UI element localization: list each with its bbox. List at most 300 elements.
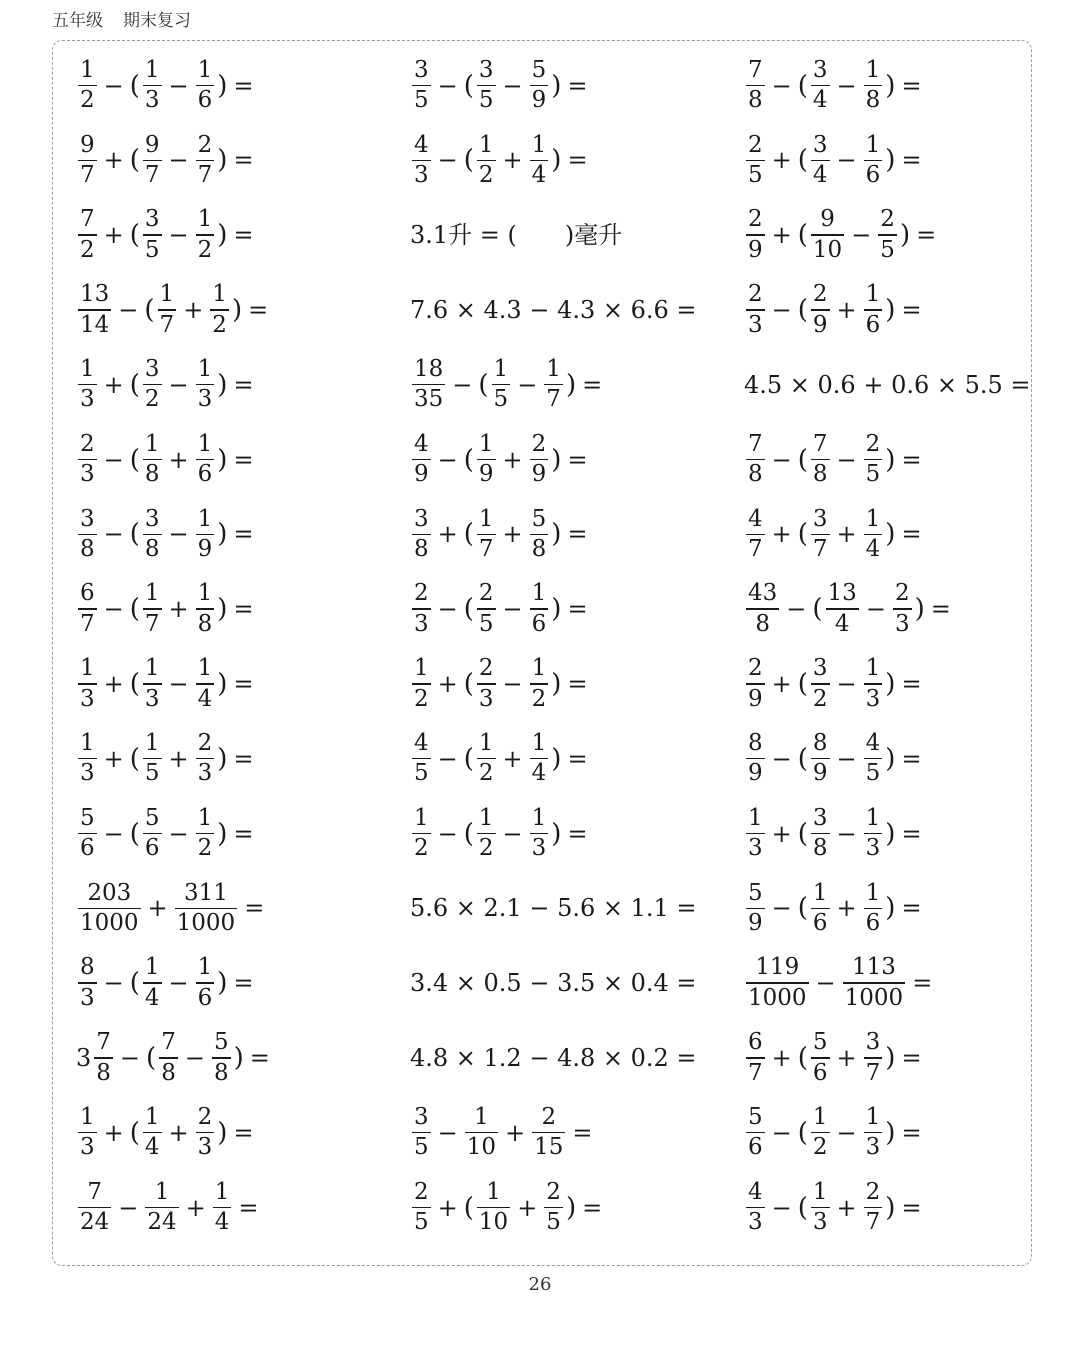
fraction <box>196 804 215 862</box>
numerator: 7 <box>96 1029 111 1056</box>
fraction-bar <box>811 833 830 835</box>
denominator: 4 <box>144 1134 160 1161</box>
fraction-bar <box>864 85 883 87</box>
parenthesis: ) <box>551 444 562 475</box>
numerator: 3 <box>144 355 160 382</box>
operator: = <box>233 669 254 698</box>
denominator: 2 <box>197 835 213 862</box>
fraction <box>78 56 97 114</box>
fraction <box>78 657 97 711</box>
denominator: 7 <box>197 162 213 189</box>
numerator: 18 <box>414 355 444 382</box>
parenthesis: ) <box>885 519 896 550</box>
fraction <box>196 729 215 787</box>
operator: − <box>437 146 458 175</box>
fraction <box>864 505 883 563</box>
parenthesis: ) <box>565 369 577 400</box>
fraction <box>746 729 765 787</box>
fraction <box>196 430 215 488</box>
problem-8-2 <box>410 572 593 647</box>
fraction-bar <box>746 1132 765 1134</box>
denominator: 5 <box>144 760 160 787</box>
numerator: 1 <box>197 804 213 831</box>
denominator: 4 <box>214 1209 230 1236</box>
operator: + <box>147 894 168 923</box>
fraction <box>412 804 431 862</box>
operator: − <box>168 819 189 848</box>
fraction <box>811 1103 830 1161</box>
numerator: 6 <box>80 580 95 607</box>
denominator: 7 <box>748 1059 763 1086</box>
fraction <box>143 56 162 114</box>
numerator: 1 <box>144 655 160 682</box>
operator: = <box>567 595 588 624</box>
fraction <box>530 56 549 114</box>
fraction <box>143 1103 162 1161</box>
operator: + <box>103 221 124 250</box>
parenthesis: ( <box>812 594 823 625</box>
numerator: 7 <box>87 1178 102 1205</box>
numerator: 8 <box>812 729 828 756</box>
denominator: 5 <box>748 162 763 189</box>
fraction <box>532 1103 565 1161</box>
problem-10-2 <box>410 721 593 796</box>
numerator: 3 <box>812 56 828 83</box>
operator: − <box>771 1193 792 1222</box>
operator: + <box>103 669 124 698</box>
fraction <box>196 56 215 114</box>
denominator: 2 <box>531 685 547 712</box>
fraction-bar <box>477 608 496 610</box>
denominator: 8 <box>748 87 763 114</box>
fraction-bar <box>145 1207 178 1209</box>
fraction <box>864 729 883 787</box>
denominator: 3 <box>414 610 429 637</box>
numerator: 7 <box>812 430 828 457</box>
problem-4-1 <box>76 272 273 347</box>
denominator: 3 <box>80 386 95 413</box>
fraction-bar <box>811 459 830 461</box>
operator: = <box>244 894 265 923</box>
numerator: 3 <box>812 804 828 831</box>
fraction-bar <box>196 160 215 162</box>
denominator: 9 <box>748 910 763 937</box>
fraction <box>78 1103 97 1161</box>
operator: − <box>836 445 857 474</box>
fraction-bar <box>196 234 215 236</box>
numerator: 4 <box>748 1178 763 1205</box>
fraction <box>477 657 496 711</box>
operator: = <box>233 1118 254 1147</box>
fraction-bar <box>477 85 496 87</box>
parenthesis: ( <box>463 668 474 699</box>
numerator: 311 <box>183 879 228 906</box>
numerator: 2 <box>865 430 881 457</box>
operator: + <box>517 1193 538 1222</box>
fraction <box>412 1178 431 1236</box>
numerator: 4 <box>414 131 429 158</box>
fraction <box>477 1178 510 1236</box>
denominator: 9 <box>748 236 763 263</box>
denominator: 8 <box>414 536 429 563</box>
denominator: 3 <box>748 835 763 862</box>
fraction <box>412 430 431 488</box>
operator: = <box>901 520 922 549</box>
operator: − <box>437 595 458 624</box>
numerator: 2 <box>197 729 213 756</box>
fraction-bar <box>477 534 496 536</box>
parenthesis: ) <box>551 70 562 101</box>
numerator: 6 <box>748 1029 763 1056</box>
problem-6-1 <box>76 422 259 497</box>
parenthesis: ( <box>463 145 474 176</box>
fraction <box>143 430 162 488</box>
fraction <box>196 131 215 189</box>
fraction-bar <box>412 160 431 162</box>
fraction <box>78 729 97 787</box>
fraction <box>143 804 162 862</box>
denominator: 7 <box>144 610 160 637</box>
parenthesis: ) <box>551 818 562 849</box>
fraction <box>78 879 141 937</box>
operator: − <box>168 221 189 250</box>
fraction-bar <box>864 833 883 835</box>
numerator: 2 <box>414 580 429 607</box>
operator: − <box>815 969 836 998</box>
denominator: 3 <box>748 1209 763 1236</box>
fraction-bar <box>412 833 431 835</box>
denominator: 1000 <box>748 984 807 1011</box>
denominator: 5 <box>865 461 881 488</box>
operator: + <box>502 520 523 549</box>
denominator: 4 <box>812 162 828 189</box>
numerator: 2 <box>197 131 213 158</box>
denominator: 2 <box>478 760 494 787</box>
problem-11-3 <box>744 796 927 871</box>
parenthesis: ( <box>463 743 474 774</box>
denominator: 8 <box>161 1059 176 1086</box>
numerator: 3 <box>144 505 160 532</box>
denominator: 7 <box>865 1209 881 1236</box>
denominator: 9 <box>414 461 429 488</box>
numerator: 2 <box>414 1178 429 1205</box>
numerator: 1 <box>812 1103 828 1130</box>
numerator: 1 <box>80 655 95 682</box>
fraction <box>864 283 883 337</box>
fraction-bar <box>477 160 496 162</box>
problem-7-1 <box>76 497 259 572</box>
numerator: 2 <box>531 430 547 457</box>
fraction-bar <box>412 459 431 461</box>
parenthesis: ( <box>478 369 489 400</box>
denominator: 8 <box>812 835 828 862</box>
numerator: 1 <box>478 505 494 532</box>
denominator: 14 <box>80 311 110 338</box>
fraction <box>412 505 431 563</box>
fraction <box>864 879 883 937</box>
fraction-bar <box>530 833 549 835</box>
operator: − <box>502 669 523 698</box>
numerator: 1 <box>546 355 561 382</box>
operator: + <box>168 445 189 474</box>
numerator: 3 <box>414 56 429 83</box>
denominator: 3 <box>478 685 494 712</box>
fraction-bar <box>143 85 162 87</box>
parenthesis: ) <box>565 1192 577 1223</box>
problem-11-2 <box>410 796 593 871</box>
parenthesis: ) <box>885 818 896 849</box>
fraction-bar <box>78 1132 97 1134</box>
parenthesis: ( <box>463 444 474 475</box>
parenthesis: ) <box>217 220 228 251</box>
numerator: 1 <box>493 355 509 382</box>
fraction-bar <box>143 459 162 461</box>
parenthesis: ) <box>885 294 896 325</box>
fraction-bar <box>746 1207 765 1209</box>
operator: + <box>836 1043 857 1072</box>
denominator: 2 <box>478 162 494 189</box>
problem-2-2 <box>410 123 593 198</box>
denominator: 24 <box>147 1209 177 1236</box>
denominator: 3 <box>531 835 547 862</box>
numerator: 5 <box>748 879 763 906</box>
fraction <box>746 131 765 189</box>
parenthesis: ( <box>463 818 474 849</box>
parenthesis: ) <box>551 519 562 550</box>
fraction <box>811 430 830 488</box>
problem-7-2 <box>410 497 593 572</box>
fraction <box>826 582 859 636</box>
fraction <box>196 956 215 1010</box>
denominator: 9 <box>531 87 547 114</box>
operator: + <box>771 146 792 175</box>
fraction-bar <box>412 85 431 87</box>
denominator: 2 <box>812 685 828 712</box>
denominator: 5 <box>478 87 494 114</box>
denominator: 3 <box>865 685 881 712</box>
parenthesis: ) <box>217 369 228 400</box>
fraction-bar <box>412 384 445 386</box>
parenthesis: ( <box>797 1042 808 1073</box>
fraction-bar <box>746 608 779 610</box>
numerator: 1 <box>531 580 547 607</box>
numerator: 3 <box>812 505 828 532</box>
fraction <box>530 582 549 636</box>
problem-15-1 <box>76 1095 259 1170</box>
problem-12-1 <box>76 871 269 946</box>
numerator: 1 <box>214 1178 230 1205</box>
operator: − <box>771 1118 792 1147</box>
fraction-bar <box>826 608 859 610</box>
fraction <box>412 355 445 413</box>
fraction <box>78 208 97 262</box>
fraction <box>811 729 830 787</box>
parenthesis: ( <box>129 594 140 625</box>
denominator: 9 <box>197 536 213 563</box>
numerator: 43 <box>748 580 778 607</box>
denominator: 7 <box>478 536 494 563</box>
operator: − <box>452 370 473 399</box>
problem-6-3 <box>744 422 927 497</box>
fraction <box>811 131 830 189</box>
fraction <box>78 131 97 189</box>
fraction <box>864 804 883 862</box>
problem-3-1 <box>76 198 259 273</box>
parenthesis: ) <box>217 594 228 625</box>
denominator: 8 <box>80 536 95 563</box>
fraction-bar <box>175 908 238 910</box>
fraction <box>412 729 431 787</box>
numerator: 2 <box>197 1103 213 1130</box>
problem-16-3 <box>744 1170 927 1245</box>
fraction-bar <box>864 160 883 162</box>
operator: + <box>771 221 792 250</box>
fraction <box>145 1178 178 1236</box>
numerator: 4 <box>414 430 429 457</box>
parenthesis: ) <box>885 1042 896 1073</box>
operator: = <box>233 744 254 773</box>
operator: = <box>567 445 588 474</box>
numerator: 3 <box>414 505 429 532</box>
fraction <box>746 208 765 262</box>
fraction <box>811 283 830 337</box>
operator: − <box>103 969 124 998</box>
parenthesis: ) <box>217 968 228 999</box>
fraction-bar <box>158 309 177 311</box>
denominator: 3 <box>80 984 95 1011</box>
denominator: 15 <box>534 1134 564 1161</box>
fraction <box>530 430 549 488</box>
fraction-bar <box>864 1207 883 1209</box>
fraction-bar <box>477 459 496 461</box>
numerator: 9 <box>144 131 160 158</box>
fraction-bar <box>746 908 765 910</box>
parenthesis: ) <box>217 743 228 774</box>
fraction-bar <box>94 1057 113 1059</box>
fraction-bar <box>143 683 162 685</box>
parenthesis: ( <box>129 70 140 101</box>
numerator: 1 <box>812 1178 828 1205</box>
fraction-bar <box>746 683 765 685</box>
numerator: 4 <box>748 505 763 532</box>
fraction <box>864 1031 883 1085</box>
problem-14-1 <box>76 1020 275 1095</box>
problem-4-3 <box>744 272 927 347</box>
parenthesis: ( <box>129 743 140 774</box>
numerator: 3 <box>812 655 828 682</box>
fraction-bar <box>530 683 549 685</box>
fraction-bar <box>811 1057 830 1059</box>
numerator: 1 <box>144 729 160 756</box>
denominator: 4 <box>812 87 828 114</box>
operator: + <box>437 520 458 549</box>
fraction-bar <box>143 160 162 162</box>
operator: = <box>930 595 951 624</box>
denominator: 4 <box>531 760 547 787</box>
fraction-bar <box>811 234 844 236</box>
operator: − <box>119 1043 141 1072</box>
numerator: 2 <box>478 580 494 607</box>
operator: = <box>901 445 922 474</box>
fraction <box>143 505 162 563</box>
operator: + <box>103 370 124 399</box>
numerator: 2 <box>478 655 494 682</box>
fraction-bar <box>143 833 162 835</box>
fraction <box>864 131 883 189</box>
denominator: 4 <box>834 610 850 637</box>
parenthesis: ( <box>129 818 140 849</box>
operator: − <box>502 819 523 848</box>
operator: + <box>185 1193 206 1222</box>
fraction <box>143 355 162 413</box>
operator: − <box>836 819 857 848</box>
parenthesis: ( <box>129 668 140 699</box>
parenthesis: ) <box>885 444 896 475</box>
denominator: 7 <box>80 162 95 189</box>
operator: − <box>437 71 458 100</box>
operator: − <box>502 595 523 624</box>
denominator: 2 <box>414 685 429 712</box>
fraction <box>210 283 229 337</box>
denominator: 3 <box>197 1134 213 1161</box>
fraction <box>811 657 830 711</box>
operator: = <box>567 71 588 100</box>
fraction-bar <box>530 608 549 610</box>
denominator: 2 <box>80 236 95 263</box>
denominator: 6 <box>865 311 881 338</box>
fraction-bar <box>213 1207 232 1209</box>
numerator: 7 <box>748 430 763 457</box>
operator: − <box>118 1193 139 1222</box>
numerator: 1 <box>212 281 227 308</box>
numerator: 2 <box>880 206 895 233</box>
expression-text: 3.1升 = ( )毫升 <box>410 221 623 250</box>
numerator: 119 <box>755 954 800 981</box>
parenthesis: ) <box>217 70 228 101</box>
problem-9-1 <box>76 646 259 721</box>
denominator: 4 <box>197 685 213 712</box>
numerator: 2 <box>748 281 763 308</box>
operator: − <box>437 744 458 773</box>
problem-5-1 <box>76 347 259 422</box>
fraction-bar <box>412 534 431 536</box>
operator: − <box>836 744 857 773</box>
numerator: 1 <box>197 56 213 83</box>
numerator: 1 <box>80 355 95 382</box>
denominator: 8 <box>213 1059 229 1086</box>
fraction-bar <box>811 309 830 311</box>
fraction <box>94 1031 113 1085</box>
parenthesis: ( <box>797 1117 808 1148</box>
problem-13-1 <box>76 946 259 1021</box>
numerator: 4 <box>414 729 429 756</box>
operator: + <box>168 744 189 773</box>
fraction-bar <box>811 758 830 760</box>
operator: = <box>567 744 588 773</box>
denominator: 7 <box>159 311 175 338</box>
parenthesis: ) <box>885 743 896 774</box>
denominator: 8 <box>197 610 213 637</box>
fraction-bar <box>811 1132 830 1134</box>
problem-14-2 <box>410 1020 697 1095</box>
numerator: 1 <box>486 1178 501 1205</box>
fraction <box>412 657 431 711</box>
fraction <box>213 1178 232 1236</box>
fraction-bar <box>78 459 97 461</box>
denominator: 3 <box>80 760 95 787</box>
problem-6-2 <box>410 422 593 497</box>
parenthesis: ) <box>231 294 243 325</box>
